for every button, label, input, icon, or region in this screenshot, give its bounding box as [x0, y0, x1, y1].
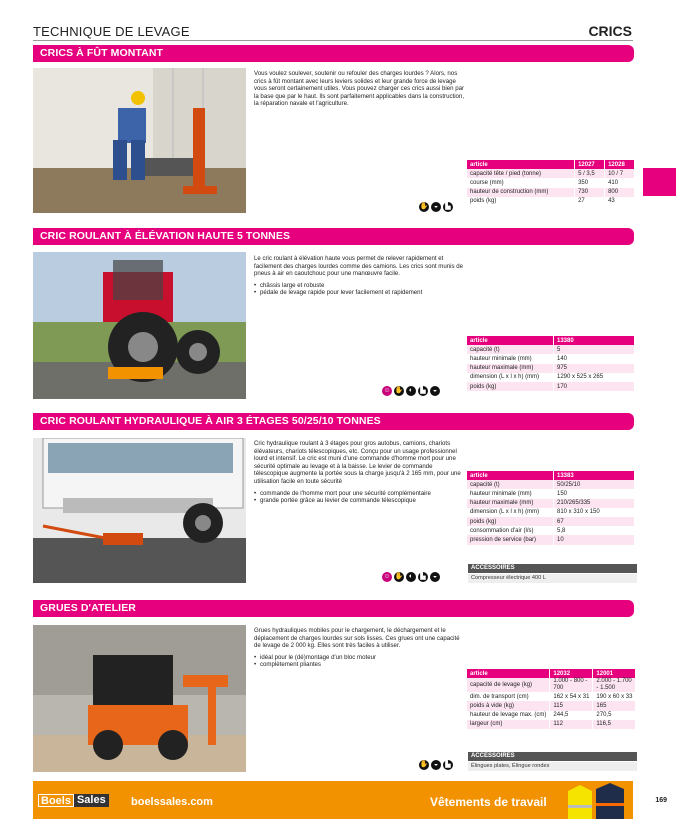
safety-icons-2 [382, 386, 440, 396]
table-cell: hauteur minimale (mm) [467, 489, 554, 498]
section-title: GRUES D'ATELIER [40, 602, 136, 614]
table-cell: capacité (t) [467, 345, 554, 354]
boot-icon: ▙ [443, 202, 453, 212]
spec-table-4 [467, 669, 635, 729]
table-cell: consommation d'air (l/s) [467, 526, 554, 535]
boels-sales-logo[interactable] [38, 794, 109, 807]
spec-table-1 [467, 160, 634, 206]
feature-bullet: • châssis large et robuste [254, 282, 466, 290]
side-tab-marker [643, 168, 676, 196]
feature-bullet: • grande portée grâce au levier de commande télescopique [254, 497, 466, 505]
table-header: 12028 [605, 160, 634, 169]
accessories-header: ACCESSOIRES [468, 752, 637, 761]
table-cell: hauteur minimale (mm) [467, 354, 554, 363]
table-cell: 350 [575, 178, 605, 187]
table-cell: 210/265/335 [554, 499, 635, 508]
product-photo-crics-fut [33, 68, 246, 213]
table-cell: dimension (L x l x h) (mm) [467, 508, 554, 517]
section-band-2 [33, 228, 634, 245]
helmet-icon: ◒ [430, 572, 440, 582]
page-number: 169 [655, 797, 667, 804]
workwear-image [558, 781, 633, 819]
table-header: 12001 [593, 669, 636, 678]
boot-icon: ▙ [418, 572, 428, 582]
section-band-1 [33, 45, 634, 62]
table-cell: 10 / 7 [605, 169, 634, 178]
table-cell: 67 [554, 517, 635, 526]
accessories-value: Compresseur électrique 400 L [468, 574, 637, 583]
helmet-icon: ◒ [431, 760, 441, 770]
table-header: 12032 [550, 669, 593, 678]
table-cell: 165 [593, 701, 636, 710]
table-cell: 244,5 [550, 711, 593, 720]
table-cell: 975 [554, 364, 635, 373]
helmet-icon: ◒ [431, 202, 441, 212]
table-header: 12027 [575, 160, 605, 169]
table-cell: 730 [575, 188, 605, 197]
section-title: CRIC ROULANT HYDRAULIQUE À AIR 3 ÉTAGES 50/25/10 TONNES [40, 415, 381, 427]
ear-icon: ◐ [406, 572, 416, 582]
footer-banner [33, 781, 633, 819]
table-header: article [467, 669, 550, 678]
helmet-icon: ◒ [430, 386, 440, 396]
table-cell: 270,5 [593, 711, 636, 720]
table-cell: capacité (t) [467, 480, 554, 489]
table-cell: capacité tête / pied (tonne) [467, 169, 575, 178]
table-cell: 5 / 3,5 [575, 169, 605, 178]
header-divider [33, 40, 633, 41]
person-icon: ☺ [383, 573, 391, 580]
section-title: CRIC ROULANT À ÉLÉVATION HAUTE 5 TONNES [40, 230, 291, 242]
logo-text-sales: Sales [74, 794, 109, 807]
table-cell: 43 [605, 197, 634, 206]
table-header: 13380 [554, 336, 635, 345]
table-cell: 162 x 54 x 31 [550, 692, 593, 701]
table-cell: course (mm) [467, 178, 575, 187]
accessories-header: ACCESSOIRES [468, 564, 637, 573]
table-cell: 1290 x 525 x 265 [554, 373, 635, 382]
logo-text-boels: Boels [38, 794, 74, 807]
table-cell: hauteur maximale (mm) [467, 364, 554, 373]
product-photo-cric-hydraulique [33, 438, 246, 583]
table-cell: dim. de transport (cm) [467, 692, 550, 701]
table-cell: hauteur maximale (mm) [467, 499, 554, 508]
table-cell: 410 [605, 178, 634, 187]
table-header: 13383 [554, 471, 635, 480]
product-photo-cric-roulant [33, 252, 246, 399]
table-header: article [467, 471, 554, 480]
table-cell: capacité de levage (kg) [467, 678, 550, 692]
description-text: Grues hydrauliques mobiles pour le chargement, le déchargement et le déplacement de charges lourdes sur sols lisses. Ces grues ont une capacité de levage de 2 000 kg. Elles sont très faciles à utiliser. [254, 627, 460, 650]
boot-icon: ▙ [418, 386, 428, 396]
footer-category: Vêtements de travail [430, 795, 547, 809]
spec-table-2 [467, 336, 634, 391]
safety-icons-4 [419, 760, 453, 770]
person-icon: ☺ [383, 387, 391, 394]
table-cell: poids (kg) [467, 517, 554, 526]
table-cell: 5,8 [554, 526, 635, 535]
table-cell: hauteur de levage max. (cm) [467, 711, 550, 720]
description-text: Le cric roulant à élévation haute vous permet de relever rapidement et facilement des charges lourdes comme des camions. Les crics sont munis de pneus à air en caoutchouc pour une manœuvre facile. [254, 255, 463, 278]
gloves-icon: ✋ [419, 761, 429, 768]
section-band-4 [33, 600, 634, 617]
table-cell: pression de service (bar) [467, 535, 554, 544]
table-cell: 1.000 - 800 - 700 [550, 678, 593, 692]
spec-table-3 [467, 471, 634, 545]
table-cell: 115 [550, 701, 593, 710]
table-cell: poids (kg) [467, 382, 554, 391]
section-band-3 [33, 413, 634, 430]
product-photo-grues [33, 625, 246, 772]
safety-icons-1 [419, 202, 453, 212]
section-description [254, 70, 466, 108]
gloves-icon: ✋ [419, 203, 429, 210]
table-cell: poids (kg) [467, 197, 575, 206]
gloves-icon: ✋ [394, 387, 404, 394]
section-description [254, 440, 466, 505]
table-header: article [467, 160, 575, 169]
feature-bullet: • pédale de levage rapide pour lever facilement et rapidement [254, 289, 466, 297]
safety-icons-3 [382, 572, 440, 582]
table-cell: 800 [605, 188, 634, 197]
table-cell: dimension (L x l x h) (mm) [467, 373, 554, 382]
table-cell: 10 [554, 535, 635, 544]
accessories-value: Élingues plates, Élingue rondes [468, 762, 637, 771]
gloves-icon: ✋ [394, 573, 404, 580]
description-text: Vous voulez soulever, soutenir ou refouler des charges lourdes ? Alors, nos crics à fût montant avec leurs leviers solides et leur grande force de levage vous seront certainement utiles. Vous pouvez charger ces crics aussi bien par la base que par le haut. Ils sont parfaitement applicables dans la construction, la réparation navale et l'agriculture. [254, 70, 465, 108]
table-cell: 27 [575, 197, 605, 206]
table-cell: 150 [554, 489, 635, 498]
table-cell: 140 [554, 354, 635, 363]
table-cell: 116,5 [593, 720, 636, 729]
section-description [254, 255, 466, 297]
boot-icon: ▙ [443, 760, 453, 770]
table-cell: 190 x 60 x 33 [593, 692, 636, 701]
website-link[interactable]: boelssales.com [131, 796, 213, 808]
description-text: Cric hydraulique roulant à 3 étages pour gros autobus, camions, chariots élévateurs, chariots télescopiques, etc. Conçu pour un usage professionnel lourd et intensif. Le cric est muni d'une commande d'homme mort pour une sécurité optimale au levage et à la baisse. Le levier de commande télescopique augmente la portée sous la charge jusqu'à 2 165 mm, pour une utilisation facile en toute sécurité [254, 440, 461, 485]
table-cell: 2.000 - 1.700 - 1.500 [593, 678, 636, 692]
table-cell: 5 [554, 345, 635, 354]
table-cell: 170 [554, 382, 635, 391]
category-title: CRICS [588, 23, 632, 39]
table-cell: 810 x 310 x 150 [554, 508, 635, 517]
feature-bullet: • idéal pour le (dé)montage d'un bloc moteur [254, 654, 466, 662]
table-header: article [467, 336, 554, 345]
table-cell: largeur (cm) [467, 720, 550, 729]
section-header-title: TECHNIQUE DE LEVAGE [33, 24, 190, 39]
ear-icon: ◐ [406, 386, 416, 396]
section-description [254, 627, 466, 669]
table-cell: poids à vide (kg) [467, 701, 550, 710]
feature-bullet: • commande de l'homme mort pour une sécurité complémentaire [254, 490, 466, 498]
table-cell: hauteur de construction (mm) [467, 188, 575, 197]
table-cell: 112 [550, 720, 593, 729]
feature-bullet: • complètement pliantes [254, 661, 466, 669]
table-cell: 50/25/10 [554, 480, 635, 489]
section-title: CRICS À FÛT MONTANT [40, 47, 164, 59]
